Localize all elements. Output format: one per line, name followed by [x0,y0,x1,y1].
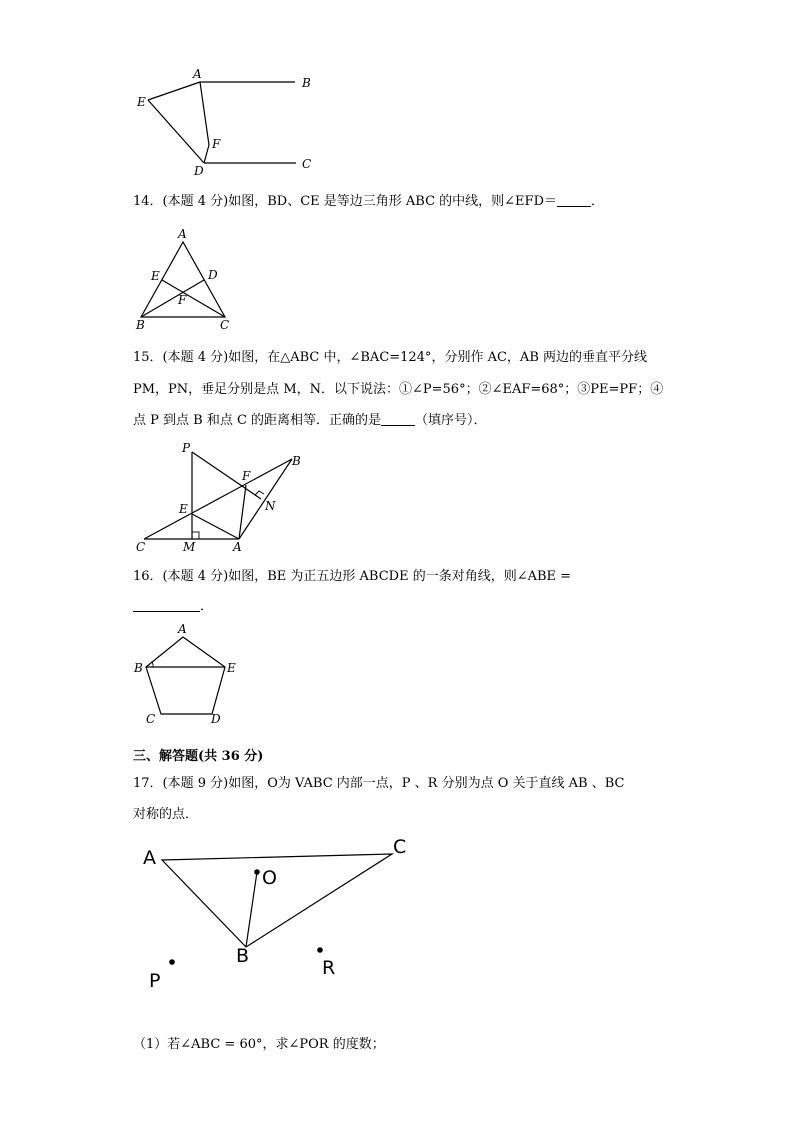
question-15-line-1: 15．(本题 4 分)如图，在△ABC 中，∠BAC=124°，分别作 AC，AB 两边的垂直平分线 [133,350,648,365]
fig16-label-c: C [146,712,156,726]
fig13-label-d: D [194,164,204,178]
fig13-label-c: C [302,157,312,171]
fig17-label-o: O [262,867,277,889]
question-17-line-1: 17．(本题 9 分)如图，O为 VABC 内部一点，P 、R 分别为点 O 关于直线 AB 、BC [133,776,625,791]
fig15-label-e: E [179,502,188,516]
fig17-point-o [254,869,260,875]
question-14-text: 14．(本题 4 分)如图，BD、CE 是等边三角形 ABC 的中线，则∠EFD＝ [133,194,557,209]
fig17-label-b: B [236,945,250,967]
fig14-label-e: E [151,269,160,283]
fig14-label-b: B [136,318,145,332]
fig17-point-p [169,959,175,965]
fig16-label-d: D [211,712,221,726]
question-16-end: ． [200,599,214,614]
figure-17-lines [162,854,392,947]
question-16-text: 16．(本题 4 分)如图，BE 为正五边形 ABCDE 的一条对角线，则∠ABE = [133,569,572,584]
fig15-label-m: M [183,540,196,554]
fig16-label-e: E [227,661,236,675]
fig14-label-f: F [178,293,187,307]
question-17-line-2: 对称的点． [133,807,199,822]
fig16-label-b: B [134,661,143,675]
fig13-label-b: B [302,76,311,90]
question-15-line-3-end: （填序号）． [415,413,487,428]
fig13-label-a: A [193,67,202,81]
fig17-point-r [317,947,323,953]
fig17-label-a: A [143,847,156,869]
fig15-label-f: F [242,469,251,483]
fig16-label-a: A [178,622,187,636]
fig17-label-p: P [149,970,161,992]
fig15-label-p: P [182,441,191,455]
fig14-label-c: C [220,318,230,332]
fig15-label-c: C [136,540,146,554]
fig17-label-r: R [322,957,336,979]
fig14-label-d: D [208,268,218,282]
question-15-line-2: PM，PN，垂足分别是点 M，N．以下说法：①∠P=56°；②∠EAF=68°；③PE=PF；④ [133,382,664,397]
fig15-label-n: N [265,499,276,513]
fig17-label-c: C [393,836,407,858]
section-3-heading: 三、解答题(共 36 分) [133,749,264,764]
fig13-label-e: E [137,95,146,109]
fig14-label-a: A [178,227,187,241]
question-15-line-3-text: 点 P 到点 B 和点 C 的距离相等．正确的是 [133,413,382,428]
fig13-label-f: F [212,137,221,151]
fig15-label-a: A [233,540,242,554]
fig15-label-b: B [292,454,301,468]
question-14-end: ． [591,194,605,209]
question-17-sub-1: （1）若∠ABC = 60°，求∠POR 的度数； [133,1037,385,1052]
